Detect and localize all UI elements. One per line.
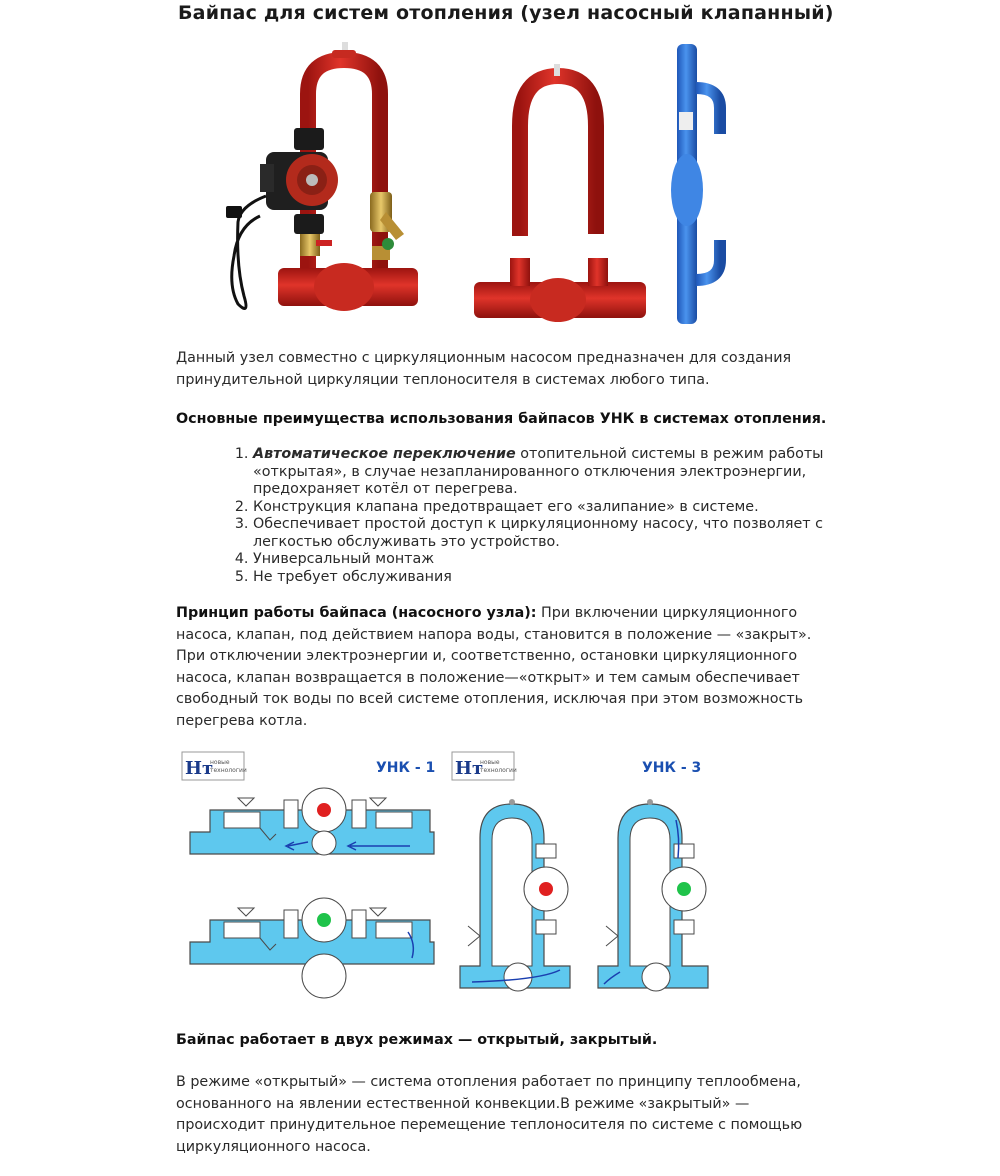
list-item xyxy=(253,499,893,517)
logo-caption: новые xyxy=(210,759,230,766)
assembled-bypass-photo xyxy=(226,42,418,311)
list-item xyxy=(253,446,893,499)
pump-closed-indicator xyxy=(317,803,331,817)
pump-open-indicator xyxy=(317,913,331,927)
logo-nt-left xyxy=(182,752,247,780)
principle-text: При включении циркуляционного насоса, клапан, под действием напора воды, становится в положение — «закрыт». При отключении электроэнергии и, соответственно, остановки циркуляционного насоса, клапан возвращается в положение—«открыт» и тем самым обеспечивает свободный ток воды по всей системе отопления, исключая при этом возможность перегрева котла. xyxy=(176,605,812,729)
principle-label: Принцип работы байпаса (насосного узла): xyxy=(176,605,537,621)
unk3-closed-schematic xyxy=(460,799,570,991)
logo-text: Нт xyxy=(455,758,484,779)
logo-caption: новые xyxy=(480,759,500,766)
unk1-closed-schematic xyxy=(190,788,434,855)
advantages-heading: Основные преимущества использования байпасов УНК в системах отопления. xyxy=(176,411,827,427)
list-item-text: Универсальный монтаж xyxy=(253,551,435,567)
red-components-photo xyxy=(474,64,646,322)
logo-nt-right xyxy=(452,752,517,780)
list-item xyxy=(253,551,893,569)
principle-paragraph xyxy=(176,603,816,732)
list-item-text: отопительной системы в режим работы «открытая», в случае незапланированного отключения электроэнергии, предохраняет котёл от перегрева. xyxy=(253,446,824,497)
product-photos xyxy=(220,36,760,336)
unk1-open-schematic xyxy=(190,898,434,998)
list-item-text: Не требует обслуживания xyxy=(253,568,452,585)
list-item-text: Обеспечивает простой доступ к циркуляционному насосу, что позволяет с легкостью обслуживать это устройство. xyxy=(253,516,824,550)
label-unk-3: УНК - 3 xyxy=(642,760,702,776)
logo-caption: технологии xyxy=(210,767,247,774)
pump-open-indicator xyxy=(677,882,691,896)
advantages-list xyxy=(198,446,893,586)
list-item xyxy=(253,516,893,551)
list-item xyxy=(253,569,893,587)
modes-heading: Байпас работает в двух режимах — открытый, закрытый. xyxy=(176,1032,658,1048)
logo-text: Нт xyxy=(185,758,214,779)
pump-closed-indicator xyxy=(539,882,553,896)
unk3-open-schematic xyxy=(598,799,708,991)
intro-paragraph: Данный узел совместно с циркуляционным насосом предназначен для создания принудительной циркуляции теплоносителя в системах любого типа. xyxy=(176,350,792,388)
bypass-schematic-diagram xyxy=(180,748,740,1004)
page-title: Байпас для систем отопления (узел насосный клапанный) xyxy=(178,2,834,24)
list-item-text: Конструкция клапана предотвращает его «залипание» в системе. xyxy=(253,498,759,515)
modes-paragraph: В режиме «открытый» — система отопления работает по принципу теплообмена, основанного на явлении естественной конвекции.В режиме «закрытый» — происходит принудительное перемещение теплоносителя по системе с помощью циркуляционного насоса. xyxy=(176,1074,803,1155)
logo-caption: технологии xyxy=(480,767,517,774)
list-item-emphasis: Автоматическое переключение xyxy=(253,446,516,462)
blue-component-photo xyxy=(671,44,720,324)
label-unk-1: УНК - 1 xyxy=(376,760,436,776)
